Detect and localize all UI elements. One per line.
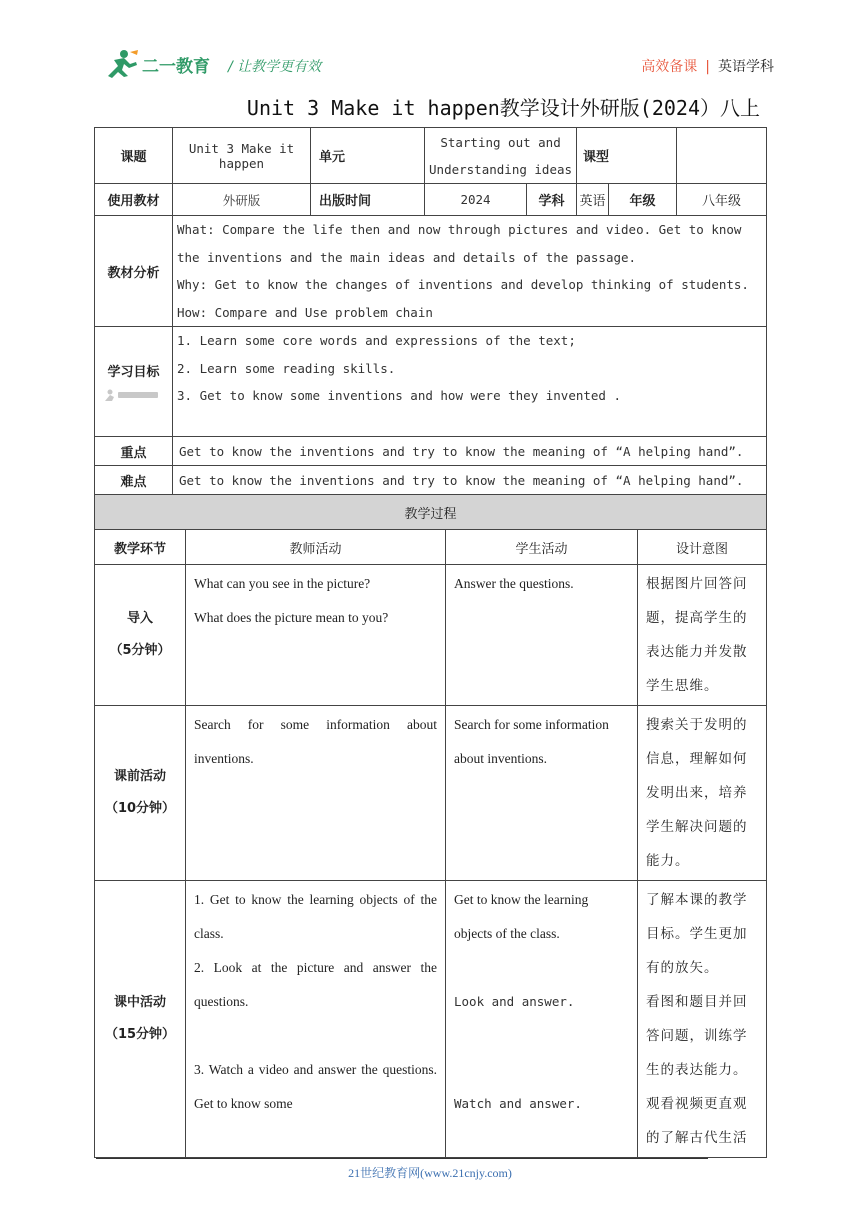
table-row (95, 881, 767, 1158)
step-name: 课中活动 (113, 995, 166, 1010)
teacher-item: 2. Look at the picture and answer the questions. (194, 960, 437, 1009)
teaching-process-table (94, 494, 767, 1158)
teacher-line: What does the picture mean to you? (194, 610, 389, 625)
header-student: 学生活动 (446, 530, 638, 565)
goals-label-cell (95, 327, 173, 437)
goals-label: 学习目标 (107, 365, 160, 380)
analysis-why: Why: Get to know the changes of inventions and develop thinking of students. (177, 277, 749, 292)
course-info-table (94, 127, 767, 495)
design-intent: 根据图片回答问题，提高学生的表达能力并发散学生思维。 (638, 565, 767, 706)
difficult-point-value: Get to know the inventions and try to know the meaning of “A helping hand”. (173, 466, 767, 495)
teacher-activity (186, 881, 446, 1158)
intent-item: 了解本课的教学目标。学生更加有的放矢。 (646, 892, 748, 976)
teacher-item: 3. Watch a video and answer the questions. Get to know some (194, 1062, 437, 1111)
header-tag-prep: 高效备课 (641, 59, 698, 75)
student-item: Watch and answer. (454, 1096, 582, 1111)
student-activity: Search for some information about inventions. (446, 706, 638, 881)
student-item: Get to know the learning objects of the class. (454, 892, 589, 941)
teacher-item: 1. Get to know the learning objects of the class. (194, 892, 437, 941)
student-activity (446, 565, 638, 706)
unit-value: Starting out and Understanding ideas (425, 128, 577, 184)
brand-text: 二一教育 (142, 57, 210, 77)
publish-label: 出版时间 (311, 184, 425, 216)
grade-label: 年级 (609, 184, 677, 216)
teacher-line: What can you see in the picture? (194, 576, 371, 591)
header-right (641, 56, 774, 76)
table-row (95, 565, 767, 706)
student-line: Answer the questions. (454, 576, 574, 591)
step-time: （10分钟） (104, 801, 176, 816)
goal-item: 1. Learn some core words and expressions of the text; (177, 333, 576, 348)
brand-logo-icon (104, 48, 224, 80)
header-step: 教学环节 (95, 530, 186, 565)
footer-divider (96, 1158, 708, 1159)
header-slogan: / 让教学更有效 (228, 59, 322, 75)
key-point-label: 重点 (95, 437, 173, 466)
step-name: 课前活动 (113, 769, 166, 784)
difficult-point-label: 难点 (95, 466, 173, 495)
analysis-what: What: Compare the life then and now through pictures and video. Get to know the inventions and the main ideas and details of the passage. (177, 222, 742, 265)
header-tag-subject: 英语学科 (718, 59, 774, 75)
document-title: Unit 3 Make it happen教学设计外研版(2024）八上 (246, 96, 760, 120)
topic-value: Unit 3 Make it happen (173, 128, 311, 184)
header-teacher: 教师活动 (186, 530, 446, 565)
subject-label: 学科 (527, 184, 577, 216)
goals-content (173, 327, 767, 437)
design-intent (638, 881, 767, 1158)
step-time: （5分钟） (109, 643, 171, 658)
header-intent: 设计意图 (638, 530, 767, 565)
topic-label: 课题 (95, 128, 173, 184)
goal-item: 3. Get to know some inventions and how were they invented . (177, 388, 622, 403)
goal-item: 2. Learn some reading skills. (177, 360, 396, 376)
step-cell (95, 565, 186, 706)
subject-value: 英语 (577, 184, 609, 216)
publish-value: 2024 (425, 184, 527, 216)
footer-link[interactable]: 21世纪教育网(www.21cnjy.com) (348, 1166, 512, 1180)
textbook-label: 使用教材 (95, 184, 173, 216)
process-banner: 教学过程 (95, 495, 767, 530)
intent-item: 观看视频更直观的了解古代生活 (646, 1096, 748, 1146)
step-time: （15分钟） (104, 1027, 176, 1042)
type-label: 课型 (577, 128, 677, 184)
header-separator: | (705, 59, 710, 75)
teacher-activity (186, 565, 446, 706)
student-item: Look and answer. (454, 994, 575, 1009)
step-cell (95, 706, 186, 881)
design-intent: 搜索关于发明的信息，理解如何发明出来，培养学生解决问题的能力。 (638, 706, 767, 881)
step-name: 导入 (126, 611, 153, 626)
analysis-how: How: Compare and Use problem chain (177, 304, 433, 320)
table-row (95, 706, 767, 881)
grade-value: 八年级 (677, 184, 767, 216)
textbook-value: 外研版 (173, 184, 311, 216)
teacher-activity: Search for some information about inventions. (186, 706, 446, 881)
type-value (677, 128, 767, 184)
student-activity (446, 881, 638, 1158)
step-cell (95, 881, 186, 1158)
watermark-logo-icon (104, 388, 164, 402)
key-point-value: Get to know the inventions and try to know the meaning of “A helping hand”. (173, 437, 767, 466)
page-header (104, 46, 774, 82)
analysis-content (173, 216, 767, 327)
analysis-label: 教材分析 (95, 216, 173, 327)
intent-item: 看图和题目并回答问题，训练学生的表达能力。 (646, 994, 748, 1078)
unit-label: 单元 (311, 128, 425, 184)
